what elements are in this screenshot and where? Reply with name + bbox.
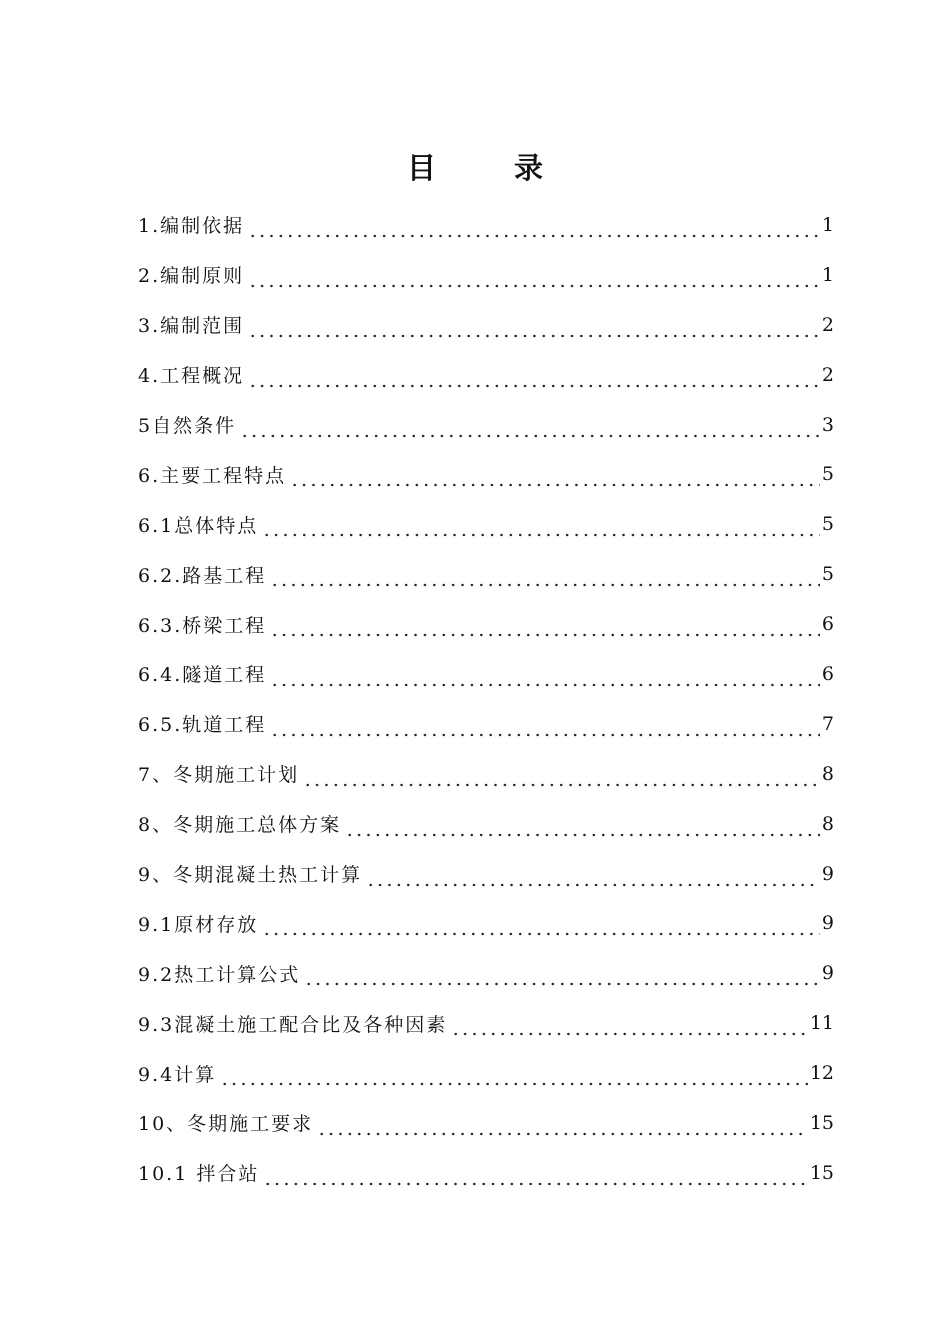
toc-entry[interactable] [138,250,834,300]
toc-entry-label: 10.1 拌合站 [138,1163,260,1186]
toc-entry[interactable] [138,699,834,749]
toc-entry[interactable] [138,849,834,899]
toc-entry-page-number: 8 [821,762,834,785]
toc-dot-leader [260,916,820,936]
toc-entry-label: 6.5.轨道工程 [138,714,267,737]
toc-entry-label: 9.2热工计算公式 [138,963,301,986]
toc-entry-page-number: 11 [809,1012,834,1035]
toc-dot-leader [246,368,820,388]
toc-entry-page-number: 15 [809,1111,834,1134]
toc-entry-page-number: 1 [821,213,834,236]
toc-entry[interactable] [138,549,834,599]
toc-entry-label: 9、冬期混凝土热工计算 [138,864,363,887]
toc-entry-page-number: 7 [821,712,834,735]
toc-entry-label: 1.编制依据 [138,215,245,238]
toc-entry-label: 3.编制范围 [138,315,245,338]
toc-entry[interactable] [138,449,834,499]
toc-entry-page-number: 9 [821,862,834,885]
toc-entry-page-number: 3 [821,413,834,436]
toc-entry[interactable] [138,998,834,1048]
toc-entry[interactable] [138,200,834,250]
toc-dot-leader [301,767,820,787]
toc-dot-leader [246,318,820,338]
toc-entry-page-number: 5 [821,563,834,586]
toc-entry[interactable] [138,1048,834,1098]
toc-entry-label: 8、冬期施工总体方案 [138,814,342,837]
toc-entry-page-number: 1 [821,263,834,286]
toc-entry[interactable] [138,898,834,948]
toc-entry-label: 9.3混凝土施工配合比及各种因素 [138,1013,448,1036]
toc-entry-page-number: 9 [821,912,834,935]
toc-entry-page-number: 2 [821,363,834,386]
toc-dot-leader [218,1066,808,1086]
toc-entry[interactable] [138,799,834,849]
toc-entry-label: 6.主要工程特点 [138,464,287,487]
toc-dot-leader [246,268,820,288]
toc-entry-label: 2.编制原则 [138,265,245,288]
toc-dot-leader [315,1116,808,1136]
toc-dot-leader [246,218,820,238]
toc-entry-label: 10、冬期施工要求 [138,1113,314,1136]
toc-title: 目 录 [406,151,578,185]
toc-dot-leader [343,817,820,837]
toc-entry[interactable] [138,1098,834,1148]
toc-dot-leader [268,717,820,737]
toc-entry-page-number: 5 [821,513,834,536]
toc-entry-label: 5自然条件 [138,415,237,437]
toc-entry-page-number: 6 [821,662,834,685]
toc-dot-leader [260,517,820,537]
toc-entry-page-number: 2 [821,313,834,336]
toc-entry-label: 6.3.桥梁工程 [138,614,267,637]
toc-entry[interactable] [138,1148,834,1198]
toc-entry-label: 9.1原材存放 [138,913,259,936]
toc-entry-label: 4.工程概况 [138,365,245,388]
toc-entry-page-number: 6 [821,613,834,636]
toc-entry[interactable] [138,649,834,699]
toc-entry[interactable] [138,749,834,799]
toc-dot-leader [261,1166,807,1186]
toc-entry-page-number: 8 [821,812,834,835]
toc-list [138,200,834,1198]
toc-entry-label: 6.4.隧道工程 [138,664,267,687]
toc-entry[interactable] [138,400,834,450]
toc-entry-page-number: 12 [809,1062,834,1085]
toc-entry-page-number: 9 [821,962,834,985]
toc-entry-label: 6.2.路基工程 [138,564,267,587]
toc-entry[interactable] [138,300,834,350]
toc-dot-leader [288,467,820,487]
toc-dot-leader [268,617,820,637]
toc-dot-leader [268,567,820,587]
toc-dot-leader [268,667,820,687]
toc-entry-page-number: 15 [809,1161,834,1184]
toc-entry-label: 7、冬期施工计划 [138,764,300,787]
toc-dot-leader [302,966,820,986]
toc-entry[interactable] [138,599,834,649]
toc-dot-leader [364,867,820,887]
toc-entry[interactable] [138,499,834,549]
toc-entry[interactable] [138,350,834,400]
toc-entry-page-number: 5 [821,463,834,486]
toc-dot-leader [449,1016,808,1036]
toc-entry[interactable] [138,948,834,998]
toc-dot-leader [238,418,820,438]
toc-entry-label: 9.4计算 [138,1063,217,1086]
toc-entry-label: 6.1总体特点 [138,514,259,537]
